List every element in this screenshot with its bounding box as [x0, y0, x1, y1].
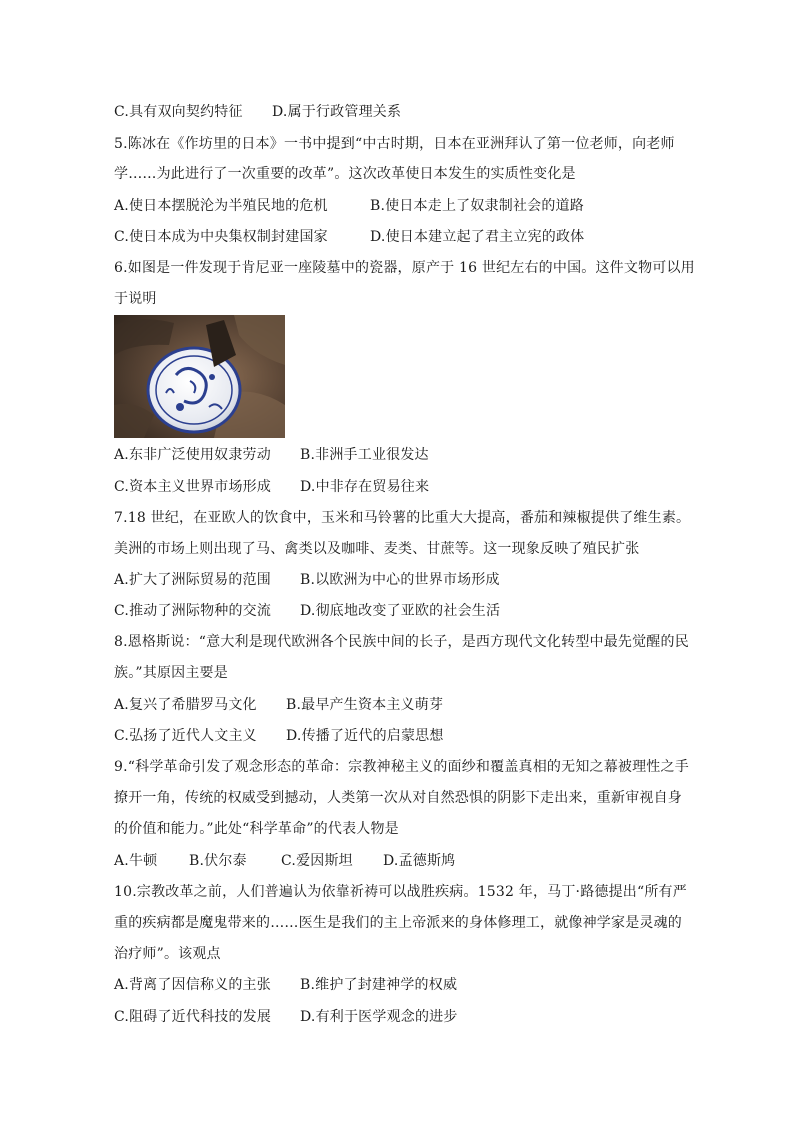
- option-c: C.使日本成为中央集权制封建国家: [114, 229, 328, 245]
- option-d: D.孟德斯鸠: [383, 853, 456, 869]
- option-b: B.最早产生资本主义萌芽: [286, 697, 444, 713]
- option-a: A.背离了因信称义的主张: [114, 977, 271, 993]
- option-d: D.中非存在贸易往来: [300, 479, 430, 495]
- question-6-stem-line-2: 于说明: [114, 291, 157, 307]
- option-b: B.维护了封建神学的权威: [300, 977, 458, 993]
- question-7-options-cd: [114, 601, 500, 621]
- option-d: D.传播了近代的启蒙思想: [286, 728, 444, 744]
- option-a: A.牛顿: [114, 853, 158, 869]
- option-a: A.东非广泛使用奴隶劳动: [114, 447, 271, 463]
- question-7-stem-line-1: 7.18 世纪，在亚欧人的饮食中，玉米和马铃薯的比重大大提高，番茄和辣椒提供了维生素。: [114, 510, 691, 526]
- question-10-stem-line-2: 重的疾病都是魔鬼带来的……医生是我们的主上帝派来的身体修理工，就像神学家是灵魂的: [114, 915, 682, 931]
- question-6-stem-line-1: 6.如图是一件发现于肯尼亚一座陵墓中的瓷器，原产于 16 世纪左右的中国。这件文物可以用: [114, 260, 695, 276]
- option-c: C.推动了洲际物种的交流: [114, 603, 272, 619]
- option-a: A.复兴了希腊罗马文化: [114, 697, 257, 713]
- question-8-options-cd: [114, 726, 444, 746]
- option-b: B.使日本走上了奴隶制社会的道路: [370, 198, 584, 214]
- option-d: D.有利于医学观念的进步: [300, 1009, 458, 1025]
- question-9-stem-line-1: 9.“科学革命引发了观念形态的革命：宗教神秘主义的面纱和覆盖真相的无知之幕被理性之手: [114, 759, 689, 775]
- option-b: B.非洲手工业很发达: [300, 447, 429, 463]
- question-8-options-ab: [114, 695, 443, 715]
- question-6-options-ab: [114, 445, 429, 465]
- option-d: D.彻底地改变了亚欧的社会生活: [300, 603, 501, 619]
- question-6-options-cd: [114, 477, 429, 497]
- question-7-options-ab: [114, 570, 500, 590]
- question-5-options-cd: [114, 227, 584, 247]
- option-c: C.弘扬了近代人文主义: [114, 728, 257, 744]
- question-10-stem-line-3: 治疗师”。该观点: [114, 946, 221, 962]
- question-9-stem-line-2: 撩开一角，传统的权威受到撼动，人类第一次从对自然恐惧的阴影下走出来，重新审视自身: [114, 790, 682, 806]
- question-9-options: [114, 851, 455, 871]
- option-c: C.爱因斯坦: [281, 853, 353, 869]
- question-10-options-ab: [114, 975, 457, 995]
- question-10-options-cd: [114, 1007, 458, 1027]
- option-d: D.属于行政管理关系: [272, 104, 402, 120]
- question-8-stem-line-2: 族。”其原因主要是: [114, 665, 228, 681]
- option-a: A.使日本摆脱沦为半殖民地的危机: [114, 198, 328, 214]
- question-5-options-ab: [114, 196, 584, 216]
- porcelain-bowl-image: [114, 315, 285, 438]
- option-c: C.资本主义世界市场形成: [114, 479, 272, 495]
- option-b: B.伏尔泰: [189, 853, 247, 869]
- option-c: C.具有双向契约特征: [114, 104, 243, 120]
- option-b: B.以欧洲为中心的世界市场形成: [300, 572, 500, 588]
- question-9-stem-line-3: 的价值和能力。”此处“科学革命”的代表人物是: [114, 821, 399, 837]
- question-10-stem-line-1: 10.宗教改革之前，人们普遍认为依靠祈祷可以战胜疾病。1532 年，马丁·路德提出“所有严: [114, 884, 687, 900]
- option-d: D.使日本建立起了君主立宪的政体: [370, 229, 585, 245]
- question-5-stem-line-2: 学……为此进行了一次重要的改革”。这次改革使日本发生的实质性变化是: [114, 166, 576, 182]
- option-c: C.阻碍了近代科技的发展: [114, 1009, 272, 1025]
- option-a: A.扩大了洲际贸易的范围: [114, 572, 271, 588]
- question-5-stem-line-1: 5.陈冰在《作坊里的日本》一书中提到“中古时期，日本在亚洲拜认了第一位老师，向老师: [114, 136, 675, 152]
- question-7-stem-line-2: 美洲的市场上则出现了马、禽类以及咖啡、麦类、甘蔗等。这一现象反映了殖民扩张: [114, 541, 640, 557]
- question-8-stem-line-1: 8.恩格斯说：“意大利是现代欧洲各个民族中间的长子，是西方现代文化转型中最先觉醒的民: [114, 634, 689, 650]
- option-row: [114, 102, 401, 122]
- porcelain-photo: [114, 315, 285, 438]
